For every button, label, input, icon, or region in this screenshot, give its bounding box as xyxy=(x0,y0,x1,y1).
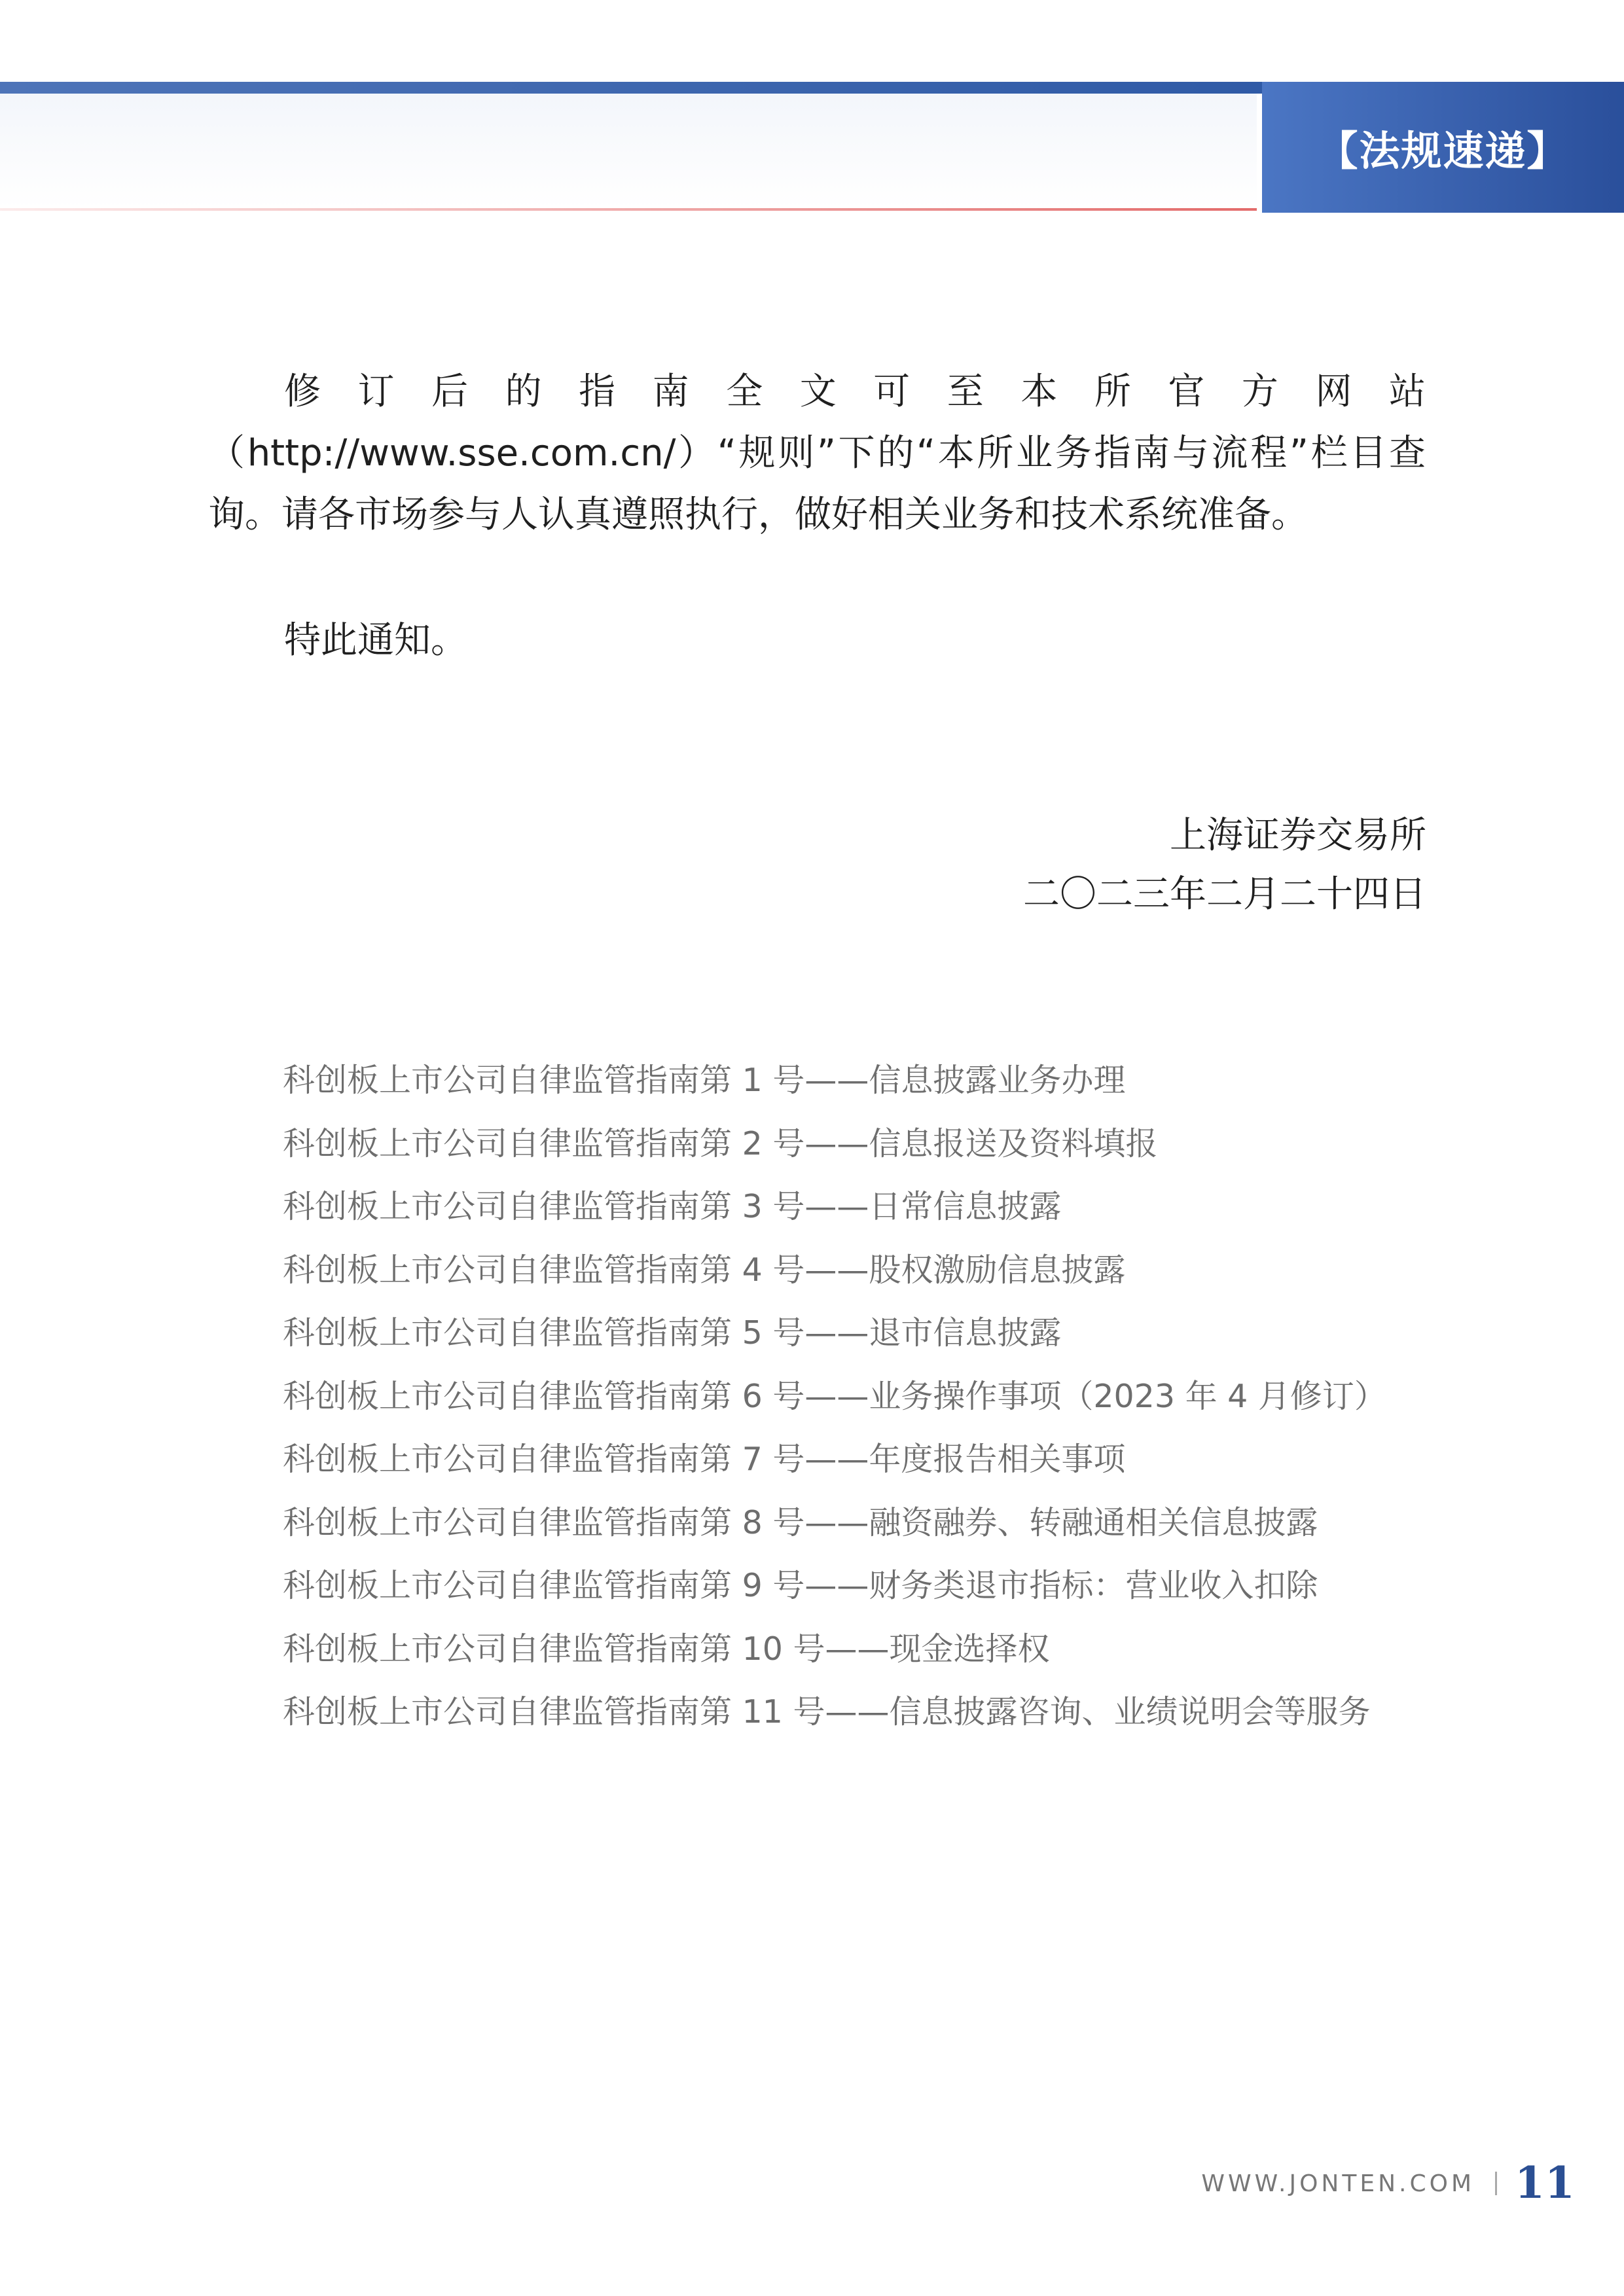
guide-item: 科创板上市公司自律监管指南第 5 号——退市信息披露 xyxy=(283,1314,1062,1352)
header-background xyxy=(0,94,1257,208)
header-top-bar xyxy=(0,82,1262,94)
guide-item: 科创板上市公司自律监管指南第 10 号——现金选择权 xyxy=(283,1630,1050,1668)
header-red-divider xyxy=(0,208,1257,211)
guide-item: 科创板上市公司自律监管指南第 6 号——业务操作事项（2023 年 4 月修订） xyxy=(283,1377,1386,1415)
section-tab-label: 【法规速递】 xyxy=(1317,126,1569,175)
guide-item: 科创板上市公司自律监管指南第 4 号——股权激励信息披露 xyxy=(283,1251,1126,1289)
guide-item: 科创板上市公司自律监管指南第 2 号——信息报送及资料填报 xyxy=(283,1124,1158,1162)
guide-item: 科创板上市公司自律监管指南第 1 号——信息披露业务办理 xyxy=(283,1062,1126,1099)
guide-item: 科创板上市公司自律监管指南第 11 号——信息披露咨询、业绩说明会等服务 xyxy=(283,1693,1371,1731)
section-tab xyxy=(1262,82,1624,213)
signature-date: 二〇二三年二月二十四日 xyxy=(1023,873,1426,916)
guide-item: 科创板上市公司自律监管指南第 7 号——年度报告相关事项 xyxy=(283,1441,1126,1478)
body-paragraph-1: 修订后的指南全文可至本所官方网站（http://www.sse.com.cn/）“规则”下的“本所业务指南与流程”栏目查询。请各市场参与人认真遵照执行，做好相关业务和技术系统准备。 xyxy=(208,370,1426,536)
footer-website: WWW.JONTEN.COM xyxy=(1201,2170,1475,2197)
guide-item: 科创板上市公司自律监管指南第 9 号——财务类退市指标：营业收入扣除 xyxy=(283,1567,1318,1604)
page-number: 11 xyxy=(1515,2157,1575,2208)
body-paragraph-2: 特此通知。 xyxy=(284,619,467,662)
guide-item: 科创板上市公司自律监管指南第 3 号——日常信息披露 xyxy=(283,1188,1062,1225)
guide-item: 科创板上市公司自律监管指南第 8 号——融资融券、转融通相关信息披露 xyxy=(283,1503,1318,1541)
footer-separator xyxy=(1495,2172,1497,2195)
guide-list xyxy=(283,1049,1386,1744)
signature-organization: 上海证券交易所 xyxy=(1170,814,1426,857)
